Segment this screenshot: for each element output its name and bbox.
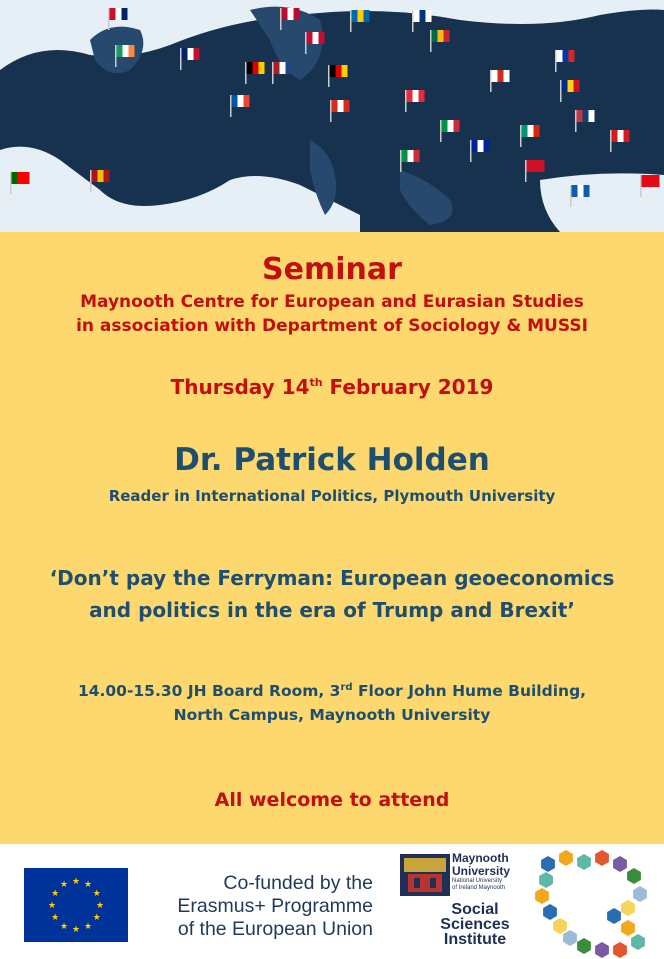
- venue-building: Floor John Hume Building,: [352, 682, 587, 700]
- venue-line-2: North Campus, Maynooth University: [173, 706, 491, 724]
- university-name-2: University: [452, 864, 511, 878]
- eu-star-icon: ★: [71, 925, 81, 935]
- speaker-affiliation: Reader in International Politics, Plymouth University: [108, 487, 556, 505]
- date-month-year: February 2019: [322, 375, 494, 399]
- erasmus-line-1: Co-funded by the: [223, 872, 373, 894]
- hexagon-cell-icon: [539, 872, 553, 888]
- eu-star-icon: ★: [59, 921, 69, 932]
- organiser-line-2: in association with Department of Sociology & MUSSI: [76, 316, 588, 336]
- hexagon-cell-icon: [541, 856, 555, 872]
- hexagon-cell-icon: [577, 938, 591, 954]
- date-ordinal: th: [309, 376, 323, 389]
- university-sub-2: of Ireland Maynooth: [452, 885, 506, 891]
- hexagon-cell-icon: [595, 942, 609, 958]
- speaker-name: Dr. Patrick Holden: [174, 442, 490, 478]
- hexagon-cell-icon: [595, 850, 609, 866]
- erasmus-line-3: of the European Union: [177, 918, 373, 940]
- eu-star-icon: ★: [92, 913, 101, 923]
- hexagon-cell-icon: [553, 918, 567, 934]
- social-sciences-institute-wordmark: [420, 902, 530, 947]
- eu-star-icon: ★: [59, 880, 69, 891]
- maynooth-crest-icon: [400, 854, 450, 896]
- venue-line-1: [0, 682, 664, 700]
- erasmus-line-2: Erasmus+ Programme: [177, 895, 373, 917]
- eu-star-icon: ★: [47, 901, 57, 911]
- institute-line-2: Sciences: [440, 916, 510, 933]
- venue-floor-ordinal: rd: [340, 682, 353, 693]
- talk-title-line-2: and politics in the era of Trump and Brexit’: [89, 598, 575, 622]
- venue-time-room: 14.00-15.30 JH Board Room, 3: [77, 682, 341, 700]
- welcome-note: All welcome to attend: [214, 789, 450, 811]
- hexagon-cell-icon: [621, 920, 635, 936]
- erasmus-funding-text: [143, 872, 373, 941]
- eu-star-icon: ★: [51, 889, 60, 899]
- hexagon-cell-icon: [543, 904, 557, 920]
- event-date: [0, 375, 664, 399]
- seminar-heading: Seminar: [262, 252, 402, 287]
- europe-map-image: [0, 0, 664, 232]
- europe-map-illustration: [0, 0, 664, 232]
- institute-line-3: Institute: [443, 931, 507, 948]
- eu-star-icon: ★: [92, 889, 101, 899]
- eu-star-icon: ★: [95, 901, 105, 911]
- hexagon-cell-icon: [631, 934, 645, 950]
- sponsor-footer: [0, 844, 664, 959]
- seminar-details: [0, 232, 664, 844]
- university-name-1: Maynooth: [452, 851, 509, 865]
- hexagon-cell-icon: [633, 886, 647, 902]
- hexagon-cell-icon: [613, 942, 627, 958]
- organiser-line-1: Maynooth Centre for European and Eurasian Studies: [80, 292, 584, 312]
- hexagon-cell-icon: [559, 850, 573, 866]
- hexagon-cell-icon: [613, 856, 627, 872]
- eu-star-icon: ★: [51, 913, 60, 923]
- university-sub-1: National University: [452, 878, 503, 884]
- hexagon-cell-icon: [577, 854, 591, 870]
- hexagon-cell-icon: [607, 908, 621, 924]
- eu-star-icon: ★: [83, 880, 93, 891]
- eu-flag-icon: [24, 868, 128, 942]
- maynooth-university-wordmark: [452, 852, 510, 892]
- hexagon-cell-icon: [621, 900, 635, 916]
- hexagon-logo-icon: [530, 850, 660, 958]
- hexagon-cell-icon: [627, 868, 641, 884]
- date-day: Thursday 14: [170, 375, 310, 399]
- eu-star-icon: ★: [83, 921, 93, 932]
- eu-star-icon: ★: [71, 877, 81, 887]
- hexagon-cell-icon: [563, 930, 577, 946]
- talk-title-line-1: ‘Don’t pay the Ferryman: European geoeconomics: [49, 566, 615, 590]
- hexagon-cell-icon: [535, 888, 549, 904]
- institute-line-1: Social: [451, 901, 499, 918]
